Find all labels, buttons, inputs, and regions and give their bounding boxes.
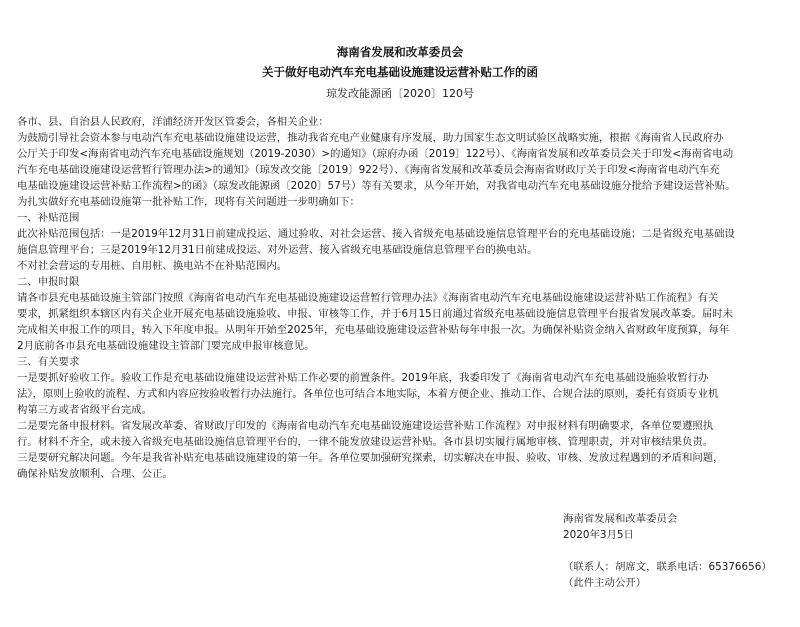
body-line: 三是要研究解决问题。今年是我省补贴充电基础设施建设的第一年。各单位要加强研究探索，切实解决在申报、验收、审核、发放过程遇到的矛盾和问题， (17, 452, 724, 464)
body-line: 电基础设施建设运营补贴工作流程>的函》（琼发改能源函〔2020〕57号）等有关要求，从今年开始，对我省电动汽车充电基础设施分批给予建设运营补贴。 (17, 180, 736, 192)
body-line: 法》，原则上验收的流程、方式和内容应按验收暂行办法施行。各单位也可结合本地实际，本着方便企业、推动工作、合规合法的原则，委托有资质专业机 (17, 388, 719, 400)
org-title: 海南省发展和改革委员会 (336, 45, 464, 59)
disclosure-note: （此件主动公开） (563, 577, 647, 589)
body-line: 为扎实做好充电基础设施第一批补贴工作，现将有关问题进一步明确如下： (17, 196, 360, 208)
section-heading: 三、有关要求 (17, 356, 80, 368)
document-body (17, 114, 787, 482)
body-line: 一是要抓好验收工作。验收工作是充电基础设施建设运营补贴工作必要的前置条件。2019年底，我委印发了《海南省电动汽车充电基础设施验收暂行办 (17, 372, 709, 384)
body-line: 二是要完备申报材料。省发展改革委、省财政厅印发的《海南省电动汽车充电基础设施建设运营补贴工作流程》对申报材料有明确要求，各单位要遵照执 (17, 420, 714, 432)
body-line: 公厅关于印发<海南省电动汽车充电基础设施规划（2019-2030）>的通知》（琼府办函〔2019〕122号）、《海南省发展和改革委员会关于印发<海南省电动 (17, 148, 734, 160)
body-line: 要求，抓紧组织本辖区内有关企业开展充电基础设施验收、申报、审核等工作，并于6月15日前通过省级充电基础设施信息管理平台报省发展改革委。届时未 (17, 308, 733, 320)
body-line: 施信息管理平台；三是2019年12月31日前建成投运、对外运营、接入省级充电基础设施信息管理平台的换电站。 (17, 244, 538, 256)
body-line: 构第三方或者省级平台完成。 (17, 404, 153, 416)
contact-info: （联系人：胡席文，联系电话：65376656） (563, 561, 772, 573)
body-line: 行。材料不齐全，或未接入省级充电基础设施信息管理平台的，一律不能发放建设运营补贴。各市县切实履行属地审核、管理职责，并对审核结果负责。 (17, 436, 714, 448)
subject-title: 关于做好电动汽车充电基础设施建设运营补贴工作的函 (262, 65, 538, 79)
body-line: 不对社会营运的专用桩、自用桩、换电站不在补贴范围内。 (17, 260, 288, 272)
section-heading: 二、申报时限 (17, 276, 80, 288)
signature-org: 海南省发展和改革委员会 (563, 513, 678, 525)
body-line: 此次补贴范围包括：一是2019年12月31日前建成投运、通过验收、对社会运营、接入省级充电基础设施信息管理平台的充电基础设施；二是省级充电基础设 (17, 228, 735, 240)
body-line: 汽车充电基础设施建设运营暂行管理办法>的通知》（琼发改交能〔2019〕922号）、《海南省发展和改革委员会海南省财政厅关于印发<海南省电动汽车充 (17, 164, 720, 176)
body-line: 确保补贴发放顺利、合理、公正。 (17, 468, 173, 480)
body-line: 完成相关申报工作的项目，转入下年度申报。从明年开始至2025年，充电基础设施建设运营补贴每年申报一次。为确保补贴资金纳入省财政年度预算，每年 (17, 324, 730, 336)
section-heading: 一、补贴范围 (17, 212, 80, 224)
body-line: 请各市县充电基础设施主管部门按照《海南省电动汽车充电基础设施建设运营暂行管理办法》《海南省电动汽车充电基础设施建设运营补贴工作流程》有关 (17, 292, 719, 304)
addressee-line: 各市、县、自治县人民政府，洋浦经济开发区管委会，各相关企业： (17, 116, 329, 128)
signature-date: 2020年3月5日 (563, 529, 634, 541)
body-line: 2月底前各市县充电基础设施建设主管部门要完成申报审核意见。 (17, 340, 315, 352)
document-number: 琼发改能源函〔2020〕120号 (326, 87, 474, 100)
body-line: 为鼓励引导社会资本参与电动汽车充电基础设施建设运营，推动我省充电产业健康有序发展，助力国家生态文明试验区战略实施，根据《海南省人民政府办 (17, 132, 724, 144)
